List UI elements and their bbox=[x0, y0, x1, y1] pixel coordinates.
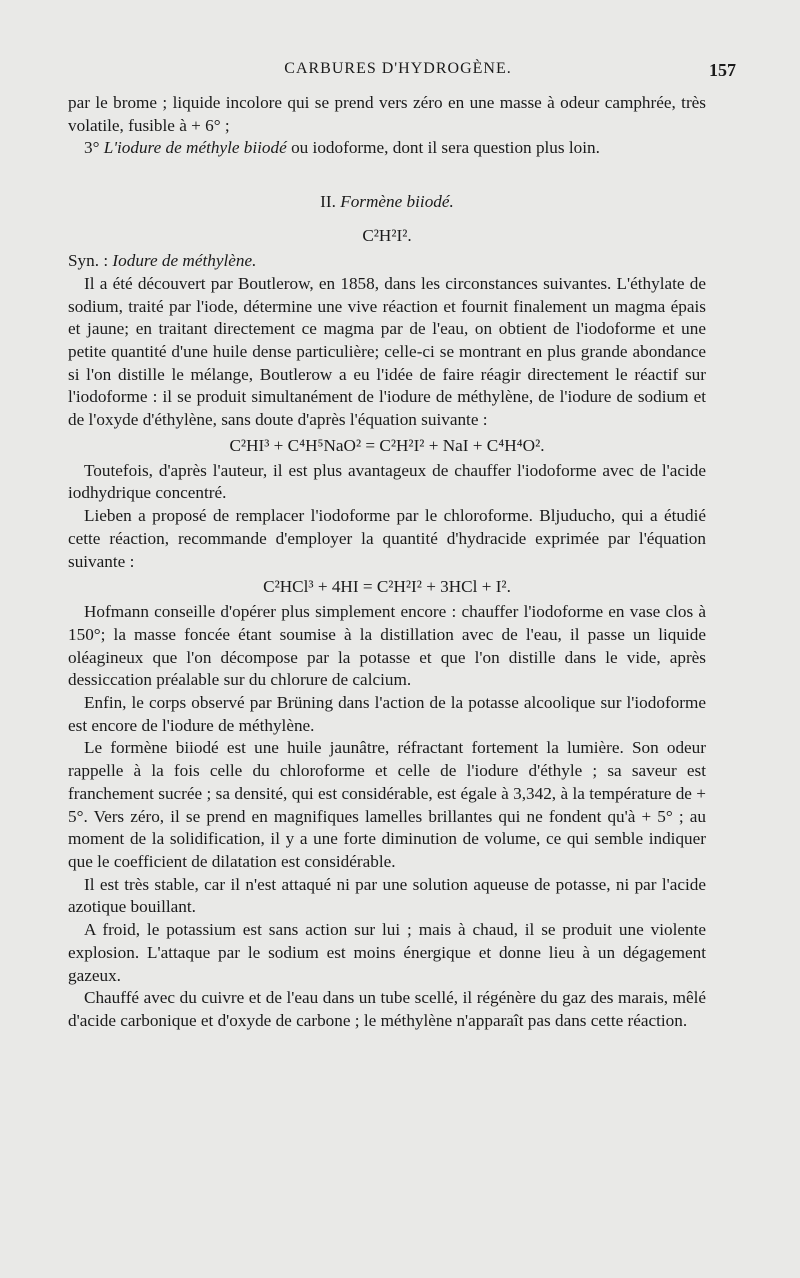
paragraph-iodoforme-item bbox=[68, 137, 706, 160]
item-number: 3° bbox=[84, 138, 100, 158]
page-number: 157 bbox=[709, 60, 736, 80]
item-italic-name: L'iodure de méthyle biiodé bbox=[103, 138, 287, 158]
synonym-name: Iodure de méthylène. bbox=[112, 251, 257, 271]
paragraph-lieben: Lieben a proposé de remplacer l'iodoforme par le chloroforme. Bljuducho, qui a étudié cette réaction, recommande d'employer la quantité d'hydracide exprimée par l'équation suivante : bbox=[68, 506, 706, 571]
equation-1: C²HI³ + C⁴H⁵NaO² = C²H²I² + NaI + C⁴H⁴O². bbox=[229, 435, 545, 455]
page-header bbox=[60, 60, 736, 84]
section-name: Formène biiodé. bbox=[340, 192, 454, 212]
paragraph-author-note: Toutefois, d'après l'auteur, il est plus avantageux de chauffer l'iodoforme avec de l'acide iodhydrique concentré. bbox=[68, 460, 706, 503]
item-rest: ou iodoforme, dont il sera question plus loin. bbox=[286, 138, 600, 158]
page-body bbox=[68, 92, 706, 1033]
section-title bbox=[68, 190, 706, 214]
paragraph-bruning: Enfin, le corps observé par Brüning dans l'action de la potasse alcoolique sur l'iodoforme est encore de l'iodure de méthylène. bbox=[68, 693, 706, 735]
section-number: II. bbox=[320, 192, 336, 212]
paragraph-hofmann: Hofmann conseille d'opérer plus simplement encore : chauffer l'iodoforme en vase clos à 150°; la masse foncée étant soumise à la distillation avec de l'eau, il passe un liquide oléagineux que l'on décompose par la potasse et que l'on distille dans le vide, après dessiccation préalable sur du chlorure de calcium. bbox=[68, 602, 706, 690]
paragraph-stability: Il est très stable, car il n'est attaqué ni par une solution aqueuse de potasse, ni par l'acide azotique bouillant. bbox=[68, 874, 706, 917]
paragraph-potassium: A froid, le potassium est sans action sur lui ; mais à chaud, il se produit une violente explosion. L'attaque par le sodium est moins énergique et donne lieu à un dégagement gazeux. bbox=[68, 920, 706, 985]
equation-2: C²HCl³ + 4HI = C²H²I² + 3HCl + I². bbox=[263, 577, 511, 597]
running-head: CARBURES D'HYDROGÈNE. bbox=[284, 60, 512, 77]
formula-main: C²H²I². bbox=[362, 226, 412, 246]
paragraph-continuation: par le brome ; liquide incolore qui se prend vers zéro en une masse à odeur camphrée, très volatile, fusible à + 6° ; bbox=[68, 93, 706, 135]
paragraph-discovery: Il a été découvert par Boutlerow, en 1858, dans les circonstances suivantes. L'éthylate de sodium, traité par l'iode, détermine une vive réaction et fournit finalement un magma épais et jaune; en traitant directement ce magma par de l'eau, on obtient de l'iodoforme et une petite quantité d'une huile dense particulière; celle-ci se montrant en plus grande abondance si l'on distille le mélange, Boutlerow a eu l'idée de faire réagir directement le réactif sur l'iodoforme : il se produit simultanément de l'iodure de méthylène, de l'iodure de sodium et de l'oxyde d'éthylène, sans doute d'après l'équation suivante : bbox=[68, 273, 706, 430]
synonym-label: Syn. : bbox=[68, 251, 113, 271]
paragraph-properties: Le formène biiodé est une huile jaunâtre, réfractant fortement la lumière. Son odeur rappelle à la fois celle du chloroforme et celle de l'iodure d'éthyle ; sa saveur est franchement sucrée ; sa densité, qui est considérable, est égale à 3,342, à la température de + 5°. Vers zéro, il se prend en magnifiques lamelles brillantes qui ne fondent qu'à + 5° ; au moment de la solidification, il y a une forte diminution de volume, ce qui semble indiquer que le coefficient de dilatation est considérable. bbox=[68, 738, 706, 871]
paragraph-copper: Chauffé avec du cuivre et de l'eau dans un tube scellé, il régénère du gaz des marais, mêlé d'acide carbonique et d'oxyde de carbone ; le méthylène n'apparaît pas dans cette réaction. bbox=[68, 988, 706, 1030]
synonym-line bbox=[68, 250, 706, 273]
